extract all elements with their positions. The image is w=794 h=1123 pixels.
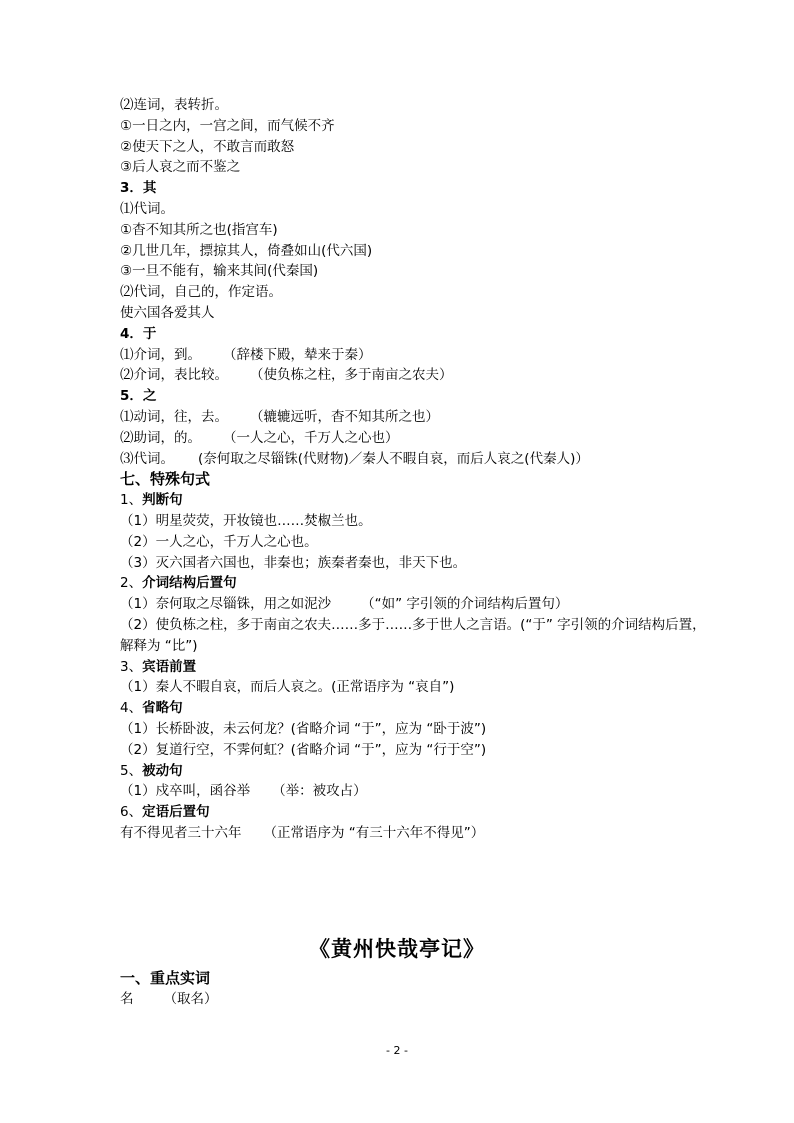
subsection-number: 2、: [120, 575, 143, 592]
text-line: ②使天下之人，不敢言而敢怒: [120, 138, 295, 155]
annotation: （正常语序为 “有三十六年不得见”）: [263, 824, 485, 841]
text-line: （1）秦人不暇自哀，而后人哀之。(正常语序为 “哀自”): [120, 679, 455, 696]
text-line: ③后人哀之而不鉴之: [120, 159, 241, 176]
subsection-number: 6、: [120, 804, 143, 821]
example: 有不得见者三十六年: [120, 824, 242, 841]
subsection-title: 介词结构后置句: [142, 575, 237, 592]
vocab-meaning: （取名）: [163, 990, 218, 1007]
text-line: [120, 449, 710, 470]
text-line: ②几世几年，摽掠其人，倚叠如山(代六国): [120, 242, 373, 259]
text-line: （1）长桥卧波，未云何龙？(省略介词 “于”，应为 “卧于波”): [120, 720, 487, 737]
usage-label: ⑶代词。: [120, 450, 174, 467]
subsection-number: 5、: [120, 762, 143, 779]
text-line: [120, 345, 710, 366]
example: （使负栋之柱，多于南亩之农夫）: [250, 367, 453, 384]
usage-label: ⑴动词，往，去。: [120, 408, 228, 425]
subsection-heading: [120, 657, 710, 678]
text-line: 使六国各爱其人: [120, 304, 215, 321]
example: （一人之心，千万人之心也）: [223, 429, 399, 446]
text-line: [120, 781, 710, 802]
page-body: [120, 95, 710, 844]
section-heading: 一、重点实词: [120, 969, 211, 987]
example: （1）戍卒叫，函谷举: [120, 783, 251, 800]
text-line: [120, 989, 710, 1010]
subsection-heading: [120, 802, 710, 823]
vocab-word: 名: [120, 990, 134, 1007]
subsection-title: 被动句: [142, 762, 183, 779]
section-heading: 七、特殊句式: [120, 470, 211, 489]
item-heading: 4．于: [120, 325, 157, 342]
annotation: （“如” 字引领的介词结构后置句）: [361, 596, 569, 613]
text-line: ⑵代词，自己的，作定语。: [120, 284, 282, 301]
subsection-number: 4、: [120, 700, 143, 717]
subsection-number: 1、: [120, 492, 143, 509]
chapter-body: [120, 968, 710, 1010]
item-heading: 3．其: [120, 180, 157, 197]
text-line: （2）使负栋之柱，多于南亩之农夫……多于……多于世人之言语。(“于” 字引领的介词结构后置，解释为 “比”): [120, 616, 706, 654]
subsection-title: 判断句: [142, 492, 183, 509]
page-number: - 2 -: [386, 1044, 408, 1057]
text-line: [120, 407, 710, 428]
text-line: ①杳不知其所之也(指宫车): [120, 221, 278, 238]
text-line: ⑴代词。: [120, 200, 174, 217]
subsection-title: 宾语前置: [142, 658, 197, 675]
subsection-number: 3、: [120, 658, 143, 675]
subsection-heading: [120, 761, 710, 782]
annotation: （举：被攻占）: [272, 783, 367, 800]
text-line: [120, 823, 710, 844]
text-line: （1）明星荧荧，开妆镜也……焚椒兰也。: [120, 512, 372, 529]
subsection-heading: [120, 698, 710, 719]
text-line: （2）复道行空，不霁何虹？(省略介词 “于”，应为 “行于空”): [120, 741, 487, 758]
subsection-title: 定语后置句: [142, 804, 210, 821]
subsection-heading: [120, 490, 710, 511]
example: (奈何取之尽锱铢(代财物)／秦人不暇自哀，而后人哀之(代秦人)）: [198, 450, 589, 467]
text-line: （3）灭六国者六国也，非秦也；族秦者秦也，非天下也。: [120, 554, 467, 571]
example: （辘辘远听，杳不知其所之也）: [250, 408, 439, 425]
subsection-title: 省略句: [142, 700, 183, 717]
usage-label: ⑵助词，的。: [120, 429, 201, 446]
subsection-heading: [120, 573, 710, 594]
usage-label: ⑴介词，到。: [120, 346, 201, 363]
item-heading: 5．之: [120, 388, 157, 405]
text-line: ⑵连词，表转折。: [120, 97, 228, 113]
text-line: ①一日之内，一宫之间，而气候不齐: [120, 117, 335, 134]
usage-label: ⑵介词，表比较。: [120, 367, 228, 384]
example: （1）奈何取之尽锱铢，用之如泥沙: [120, 596, 332, 613]
text-line: [120, 594, 710, 615]
text-line: [120, 365, 710, 386]
text-line: ③一旦不能有，输来其间(代秦国): [120, 263, 319, 280]
text-line: （2）一人之心，千万人之心也。: [120, 533, 318, 550]
example: （辞楼下殿，辇来于秦）: [223, 346, 372, 363]
chapter-title: 《黄州快哉亭记》: [309, 936, 485, 961]
text-line: [120, 428, 710, 449]
